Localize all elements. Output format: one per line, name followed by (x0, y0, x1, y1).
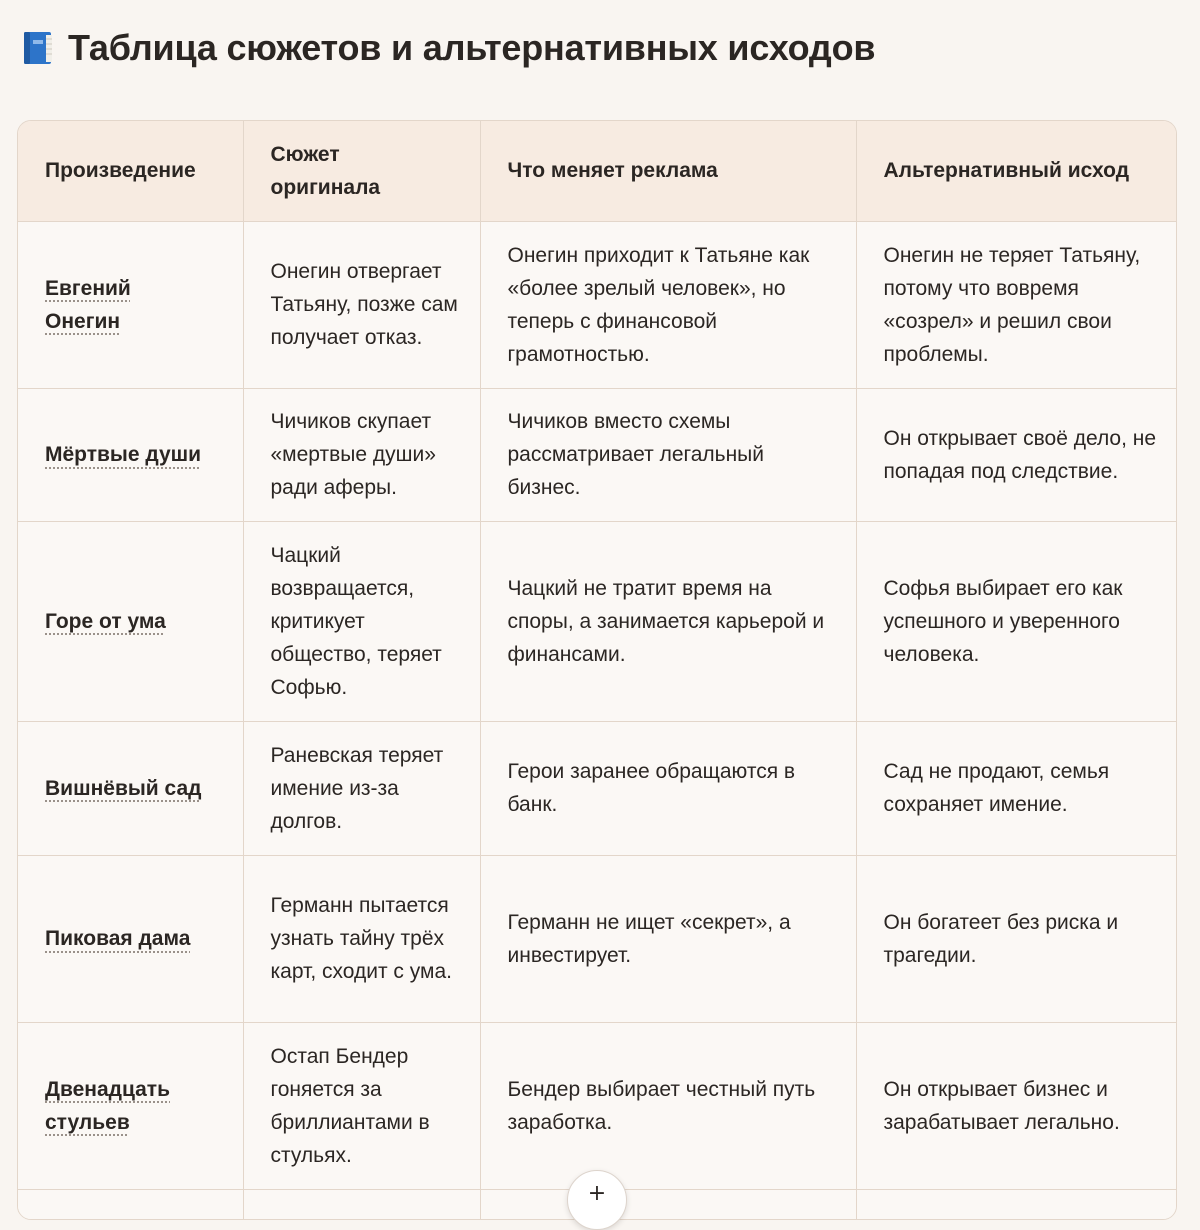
plot-cell: Раневская теряет имение из-за долгов. (243, 721, 480, 855)
empty-cell (856, 1189, 1177, 1220)
table-row (18, 855, 1177, 1022)
work-cell (18, 855, 243, 1022)
table-row (18, 1022, 1177, 1189)
table-row (18, 721, 1177, 855)
table-row (18, 221, 1177, 388)
page-header (20, 22, 875, 74)
empty-cell (18, 1189, 243, 1220)
ad-change-cell: Германн не ищет «секрет», а инвестирует. (480, 855, 856, 1022)
ad-change-cell: Онегин приходит к Татьяне как «более зрелый человек», но теперь с финансовой грамотностью. (480, 221, 856, 388)
outcome-cell: Онегин не теряет Татьяну, потому что вовремя «созрел» и решил свои проблемы. (856, 221, 1177, 388)
outcome-cell: Он богатеет без риска и трагедии. (856, 855, 1177, 1022)
table-row (18, 521, 1177, 721)
plus-icon: + (587, 1181, 607, 1206)
plots-table-card (17, 120, 1177, 1220)
add-button[interactable] (567, 1170, 627, 1230)
work-cell (18, 721, 243, 855)
outcome-cell: Он открывает бизнес и зарабатывает легально. (856, 1022, 1177, 1189)
ad-change-cell: Чацкий не тратит время на споры, а занимается карьерой и финансами. (480, 521, 856, 721)
ad-change-cell: Бендер выбирает честный путь заработка. (480, 1022, 856, 1189)
outcome-cell: Софья выбирает его как успешного и уверенного человека. (856, 521, 1177, 721)
page-title: Таблица сюжетов и альтернативных исходов (68, 27, 876, 68)
plots-table (18, 121, 1177, 1220)
outcome-cell: Он открывает своё дело, не попадая под следствие. (856, 388, 1177, 521)
column-header-outcome: Альтернативный исход (856, 121, 1177, 221)
ad-change-cell: Герои заранее обращаются в банк. (480, 721, 856, 855)
empty-cell (243, 1189, 480, 1220)
plot-cell: Остап Бендер гоняется за бриллиантами в стульях. (243, 1022, 480, 1189)
work-cell (18, 521, 243, 721)
table-header-row (18, 121, 1177, 221)
column-header-work: Произведение (18, 121, 243, 221)
work-link[interactable]: Пиковая дама (45, 927, 191, 950)
work-cell (18, 388, 243, 521)
work-link[interactable]: Евгений Онегин (45, 276, 131, 333)
outcome-cell: Сад не продают, семья сохраняет имение. (856, 721, 1177, 855)
empty-cell (480, 1189, 856, 1220)
ad-change-cell: Чичиков вместо схемы рассматривает легальный бизнес. (480, 388, 856, 521)
plot-cell: Чацкий возвращается, критикует общество, теряет Софью. (243, 521, 480, 721)
column-header-ad-change: Что меняет реклама (480, 121, 856, 221)
blue-book-icon (20, 29, 56, 67)
plot-cell: Германн пытается узнать тайну трёх карт, сходит с ума. (243, 855, 480, 1022)
work-cell (18, 221, 243, 388)
work-link[interactable]: Горе от ума (45, 609, 166, 633)
work-link[interactable]: Вишнёвый сад (45, 776, 202, 800)
table-row (18, 388, 1177, 521)
work-link[interactable]: Двенадцать стульев (45, 1077, 171, 1134)
plot-cell: Онегин отвергает Татьяну, позже сам получает отказ. (243, 221, 480, 388)
work-link[interactable]: Мёртвые души (45, 443, 202, 466)
work-cell (18, 1022, 243, 1189)
column-header-plot: Сюжет оригинала (243, 121, 480, 221)
plot-cell: Чичиков скупает «мертвые души» ради аферы. (243, 388, 480, 521)
